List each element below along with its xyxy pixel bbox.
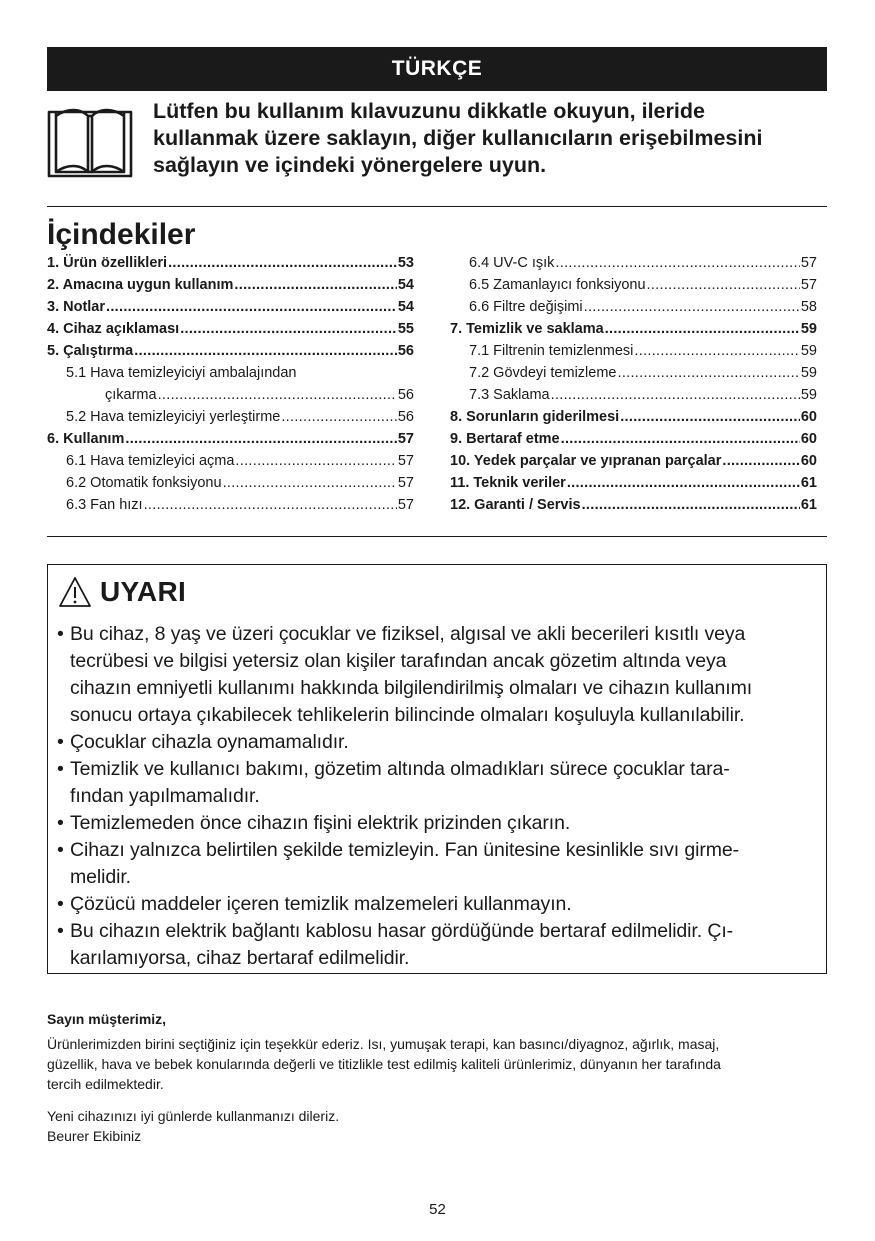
toc-leader-dots: [281, 409, 397, 425]
toc-entry: [450, 299, 817, 321]
bullet-icon: •: [57, 623, 64, 645]
toc-entry-title: 6.6 Filtre değişimi: [469, 299, 583, 315]
intro-notice: [47, 98, 827, 188]
warning-item-line: sonucu ortaya çıkabilecek tehlikelerin bilincinde olmaları koşuluyla kullanılabilir.: [70, 704, 745, 726]
toc-entry: [450, 431, 817, 453]
toc-leader-dots: [647, 277, 800, 293]
paragraph-line: Ürünlerimizden birini seçtiğiniz için teşekkür ederiz. Isı, yumuşak terapi, kan basıncı/diyagnoz, ağırlık, masaj,: [47, 1036, 720, 1052]
toc-leader-dots: [168, 255, 397, 271]
bullet-icon: •: [57, 839, 64, 861]
toc-leader-dots: [180, 321, 397, 337]
bullet-icon: •: [57, 893, 64, 915]
toc-entry: [450, 321, 817, 343]
toc-entry-title: 4. Cihaz açıklaması: [47, 321, 180, 337]
toc-entry-page: 61: [800, 497, 817, 513]
paragraph-line: güzellik, hava ve bebek konularında değerli ve titizlikle test edilmiş kaliteli ürünlerimiz, dünyanın her tarafında: [47, 1056, 721, 1072]
warning-item: [57, 810, 823, 837]
toc-entry-title: 11. Teknik veriler: [450, 475, 566, 491]
toc-entry: [47, 475, 414, 497]
toc-entry-page: 54: [397, 277, 414, 293]
toc-entry: [450, 277, 817, 299]
toc-title: İçindekiler: [47, 218, 196, 251]
warning-item: [57, 729, 823, 756]
warning-item-line: Çocuklar cihazla oynamamalıdır.: [70, 731, 349, 753]
toc-entry: [47, 299, 414, 321]
toc-leader-dots: [722, 453, 799, 469]
divider: [47, 536, 827, 537]
toc-entry-title: 2. Amacına uygun kullanım: [47, 277, 234, 293]
open-book-icon: [47, 98, 133, 184]
toc-leader-dots: [235, 453, 396, 469]
warning-triangle-icon: [58, 576, 92, 608]
toc-entry-title: 12. Garanti / Servis: [450, 497, 581, 513]
warning-item-line: Temizlemeden önce cihazın fişini elektrik prizinden çıkarın.: [70, 812, 571, 834]
toc-entry-title: 6.4 UV-C ışık: [469, 255, 555, 271]
page-number: 52: [429, 1201, 446, 1218]
toc-entry-title: 8. Sorunların giderilmesi: [450, 409, 620, 425]
toc-entry-title: 1. Ürün özellikleri: [47, 255, 168, 271]
intro-line: kullanmak üzere saklayın, diğer kullanıcıların erişebilmesini: [153, 126, 763, 150]
toc-leader-dots: [634, 343, 799, 359]
toc-entry-title: 5.2 Hava temizleyiciyi yerleştirme: [66, 409, 281, 425]
toc-leader-dots: [144, 497, 397, 513]
intro-text: [153, 98, 833, 179]
toc-entry-page: 54: [397, 299, 414, 315]
toc-entry: [450, 387, 817, 409]
warning-item-line: Bu cihazın elektrik bağlantı kablosu hasar gördüğünde bertaraf edilmelidir. Çı-: [70, 920, 734, 942]
warning-item: [57, 918, 823, 972]
toc-entry-page: 57: [397, 497, 414, 513]
toc-entry: [47, 453, 414, 475]
toc-left-column: [47, 255, 414, 519]
toc-entry-page: 56: [397, 343, 414, 359]
divider: [47, 206, 827, 207]
warning-title: UYARI: [100, 576, 187, 607]
warning-item: [57, 756, 823, 810]
warning-item: [57, 837, 823, 891]
toc-leader-dots: [584, 299, 800, 315]
bullet-icon: •: [57, 731, 64, 753]
warning-item-line: cihazın emniyetli kullanımı hakkında bilgilendirilmiş olmaları ve cihazın kullanımı: [70, 677, 753, 699]
warning-item-line: fından yapılmamalıdır.: [70, 785, 260, 807]
toc-entry-title: 9. Bertaraf etme: [450, 431, 560, 447]
language-title: TÜRKÇE: [391, 57, 483, 80]
toc-entry-page: 61: [800, 475, 817, 491]
toc-entry-page: 59: [800, 343, 817, 359]
toc-entry-title: 6.5 Zamanlayıcı fonksiyonu: [469, 277, 646, 293]
toc-leader-dots: [582, 497, 800, 513]
bullet-icon: •: [57, 758, 64, 780]
paragraph-line: Beurer Ekibiniz: [47, 1128, 142, 1144]
toc-leader-dots: [551, 387, 800, 403]
toc-leader-dots: [617, 365, 799, 381]
toc-leader-dots: [567, 475, 800, 491]
warning-item-line: karılamıyorsa, cihaz bertaraf edilmelidir.: [70, 947, 410, 969]
toc-entry: [47, 387, 414, 409]
toc-entry-page: 59: [800, 321, 817, 337]
toc-entry: [47, 255, 414, 277]
toc-entry: [450, 497, 817, 519]
toc-leader-dots: [555, 255, 799, 271]
toc-leader-dots: [620, 409, 800, 425]
toc-entry: [450, 343, 817, 365]
toc-leader-dots: [561, 431, 800, 447]
toc-right-column: [450, 255, 817, 519]
toc-entry: [47, 409, 414, 431]
toc-entry-page: 56: [397, 387, 414, 403]
toc-leader-dots: [106, 299, 397, 315]
toc-entry: [450, 365, 817, 387]
toc-entry-title: 6. Kullanım: [47, 431, 125, 447]
toc-leader-dots: [158, 387, 397, 403]
toc-entry-page: 56: [397, 409, 414, 425]
bullet-icon: •: [57, 920, 64, 942]
toc-entry: [450, 453, 817, 475]
toc-entry-page: 53: [397, 255, 414, 271]
warning-list: [57, 621, 823, 972]
toc-entry-page: 55: [397, 321, 414, 337]
toc-entry-title: 7.3 Saklama: [469, 387, 550, 403]
toc-entry: [450, 475, 817, 497]
bullet-icon: •: [57, 812, 64, 834]
toc-entry: [47, 343, 414, 365]
warning-item-line: Bu cihaz, 8 yaş ve üzeri çocuklar ve fiziksel, algısal ve akli becerileri kısıtlı veya: [70, 623, 746, 645]
closing-paragraph: [47, 1106, 837, 1146]
toc-entry-title: 6.1 Hava temizleyici açma: [66, 453, 235, 469]
toc-entry-title: 6.2 Otomatik fonksiyonu: [66, 475, 222, 491]
toc-entry: [47, 365, 414, 387]
toc-entry-title: 10. Yedek parçalar ve yıpranan parçalar: [450, 453, 722, 469]
toc-entry-page: 57: [397, 431, 414, 447]
toc-leader-dots: [234, 277, 396, 293]
toc-entry: [47, 497, 414, 519]
warning-item-line: Temizlik ve kullanıcı bakımı, gözetim altında olmadıkları sürece çocuklar tara-: [70, 758, 730, 780]
paragraph-line: tercih edilmektedir.: [47, 1076, 164, 1092]
toc-leader-dots: [223, 475, 397, 491]
toc-entry-page: 58: [800, 299, 817, 315]
salutation: Sayın müşterimiz,: [47, 1011, 167, 1027]
toc-entry-title: 7.2 Gövdeyi temizleme: [469, 365, 617, 381]
thank-you-paragraph: [47, 1034, 837, 1094]
toc-leader-dots: [125, 431, 397, 447]
toc-entry: [450, 409, 817, 431]
toc-entry-page: 57: [800, 255, 817, 271]
toc-entry-page: 60: [800, 453, 817, 469]
warning-item-line: Cihazı yalnızca belirtilen şekilde temizleyin. Fan ünitesine kesinlikle sıvı girme-: [70, 839, 740, 861]
toc-entry-title: 5. Çalıştırma: [47, 343, 134, 359]
warning-box: [47, 564, 827, 974]
toc-leader-dots: [134, 343, 397, 359]
toc-entry-title: 6.3 Fan hızı: [66, 497, 143, 513]
toc-entry-page: 59: [800, 387, 817, 403]
warning-item: [57, 891, 823, 918]
toc-leader-dots: [605, 321, 800, 337]
warning-header: [58, 576, 186, 608]
toc-entry-title: 7. Temizlik ve saklama: [450, 321, 604, 337]
toc-entry-title: çıkarma: [105, 387, 157, 403]
warning-item-line: melidir.: [70, 866, 131, 888]
toc-entry-page: 60: [800, 409, 817, 425]
warning-item-line: Çözücü maddeler içeren temizlik malzemeleri kullanmayın.: [70, 893, 572, 915]
toc-entry-title: 7.1 Filtrenin temizlenmesi: [469, 343, 634, 359]
intro-line: Lütfen bu kullanım kılavuzunu dikkatle okuyun, ileride: [153, 99, 705, 123]
warning-item-line: tecrübesi ve bilgisi yetersiz olan kişiler tarafından ancak gözetim altında veya: [70, 650, 727, 672]
toc-entry: [47, 277, 414, 299]
toc-entry: [47, 321, 414, 343]
toc-entry-page: 57: [800, 277, 817, 293]
language-banner: [47, 47, 827, 91]
warning-item: [57, 621, 823, 729]
toc-entry-page: 57: [397, 475, 414, 491]
toc-entry: [450, 255, 817, 277]
toc-entry-page: 60: [800, 431, 817, 447]
toc-entry-page: 59: [800, 365, 817, 381]
intro-line: sağlayın ve içindeki yönergelere uyun.: [153, 153, 547, 177]
toc-entry-title: 5.1 Hava temizleyiciyi ambalajından: [66, 365, 297, 381]
paragraph-line: Yeni cihazınızı iyi günlerde kullanmanızı dileriz.: [47, 1108, 340, 1124]
toc-entry: [47, 431, 414, 453]
toc-entry-title: 3. Notlar: [47, 299, 106, 315]
toc-entry-page: 57: [397, 453, 414, 469]
